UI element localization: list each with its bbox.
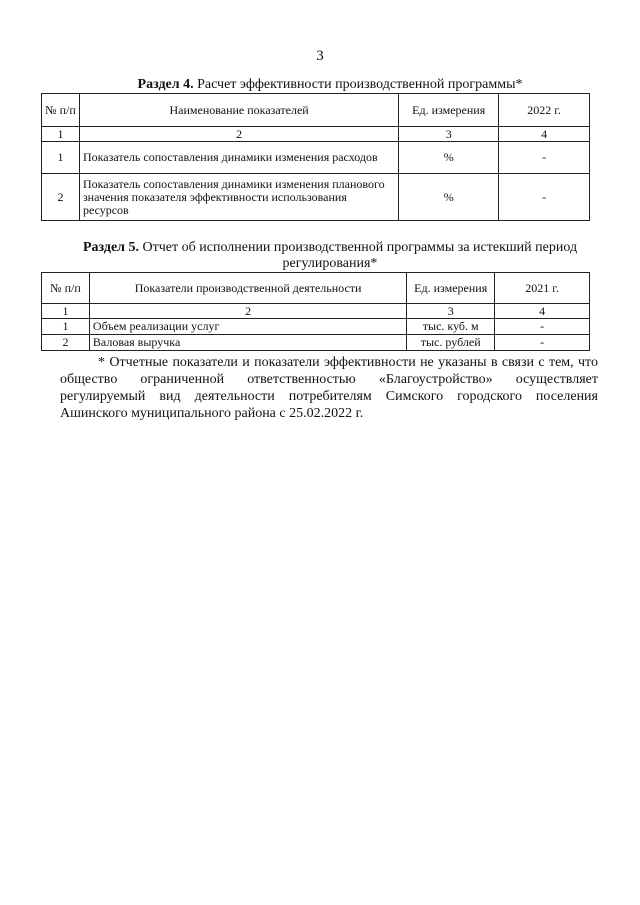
column-number-cell: 4 [495,304,590,319]
row-number-cell: 2 [42,335,90,351]
header-cell: 2022 г. [499,94,590,127]
section-5-label: Раздел 5. [82,240,140,255]
table-row [42,142,590,174]
indicator-name-cell: Объем реализации услуг [89,319,406,335]
value-cell: - [499,174,590,221]
section-4-table [41,93,590,221]
table-header-row [42,94,590,127]
section-4-label: Раздел 4. [137,77,194,92]
column-number-cell: 2 [79,127,398,142]
unit-cell: тыс. рублей [407,335,495,351]
value-cell: - [495,319,590,335]
table-row [42,174,590,221]
header-cell: Показатели производственной деятельности [89,273,406,304]
table-row [42,319,590,335]
section-5-title-text: Отчет об исполнении производственной программы за истекший период регулирования* [139,240,578,271]
unit-cell: % [399,142,499,174]
header-cell: № п/п [42,94,80,127]
header-cell: № п/п [42,273,90,304]
indicator-name-cell: Показатель сопоставления динамики изменения планового значения показателя эффективности использования ресурсов [79,174,398,221]
unit-cell: тыс. куб. м [407,319,495,335]
table-row [42,335,590,351]
column-number-cell: 3 [407,304,495,319]
column-number-cell: 1 [42,127,80,142]
column-number-row [42,127,590,142]
column-number-cell: 4 [499,127,590,142]
indicator-name-cell: Валовая выручка [89,335,406,351]
row-number-cell: 2 [42,174,80,221]
section-4-title [60,77,600,93]
column-number-cell: 3 [399,127,499,142]
column-number-cell: 1 [42,304,90,319]
unit-cell: % [399,174,499,221]
header-cell: 2021 г. [495,273,590,304]
column-number-cell: 2 [89,304,406,319]
value-cell: - [495,335,590,351]
table-header-row [42,273,590,304]
header-cell: Ед. измерения [399,94,499,127]
indicator-name-cell: Показатель сопоставления динамики изменения расходов [79,142,398,174]
header-cell: Наименование показателей [79,94,398,127]
page-number: 3 [316,48,324,64]
row-number-cell: 1 [42,319,90,335]
section-4-title-text: Расчет эффективности производственной программы* [193,77,523,92]
column-number-row [42,304,590,319]
row-number-cell: 1 [42,142,80,174]
value-cell: - [499,142,590,174]
section-5-table [41,272,590,351]
section-5-title [60,240,600,272]
header-cell: Ед. измерения [407,273,495,304]
footnote: * Отчетные показатели и показатели эффективности не указаны в связи с тем, что общество ограниченной ответственностью «Благоустройство» осуществляет регулируемый вид деятельности потребителям Симского городского поселения Ашинского муниципального района с 25.02.2022 г. [60,355,598,421]
